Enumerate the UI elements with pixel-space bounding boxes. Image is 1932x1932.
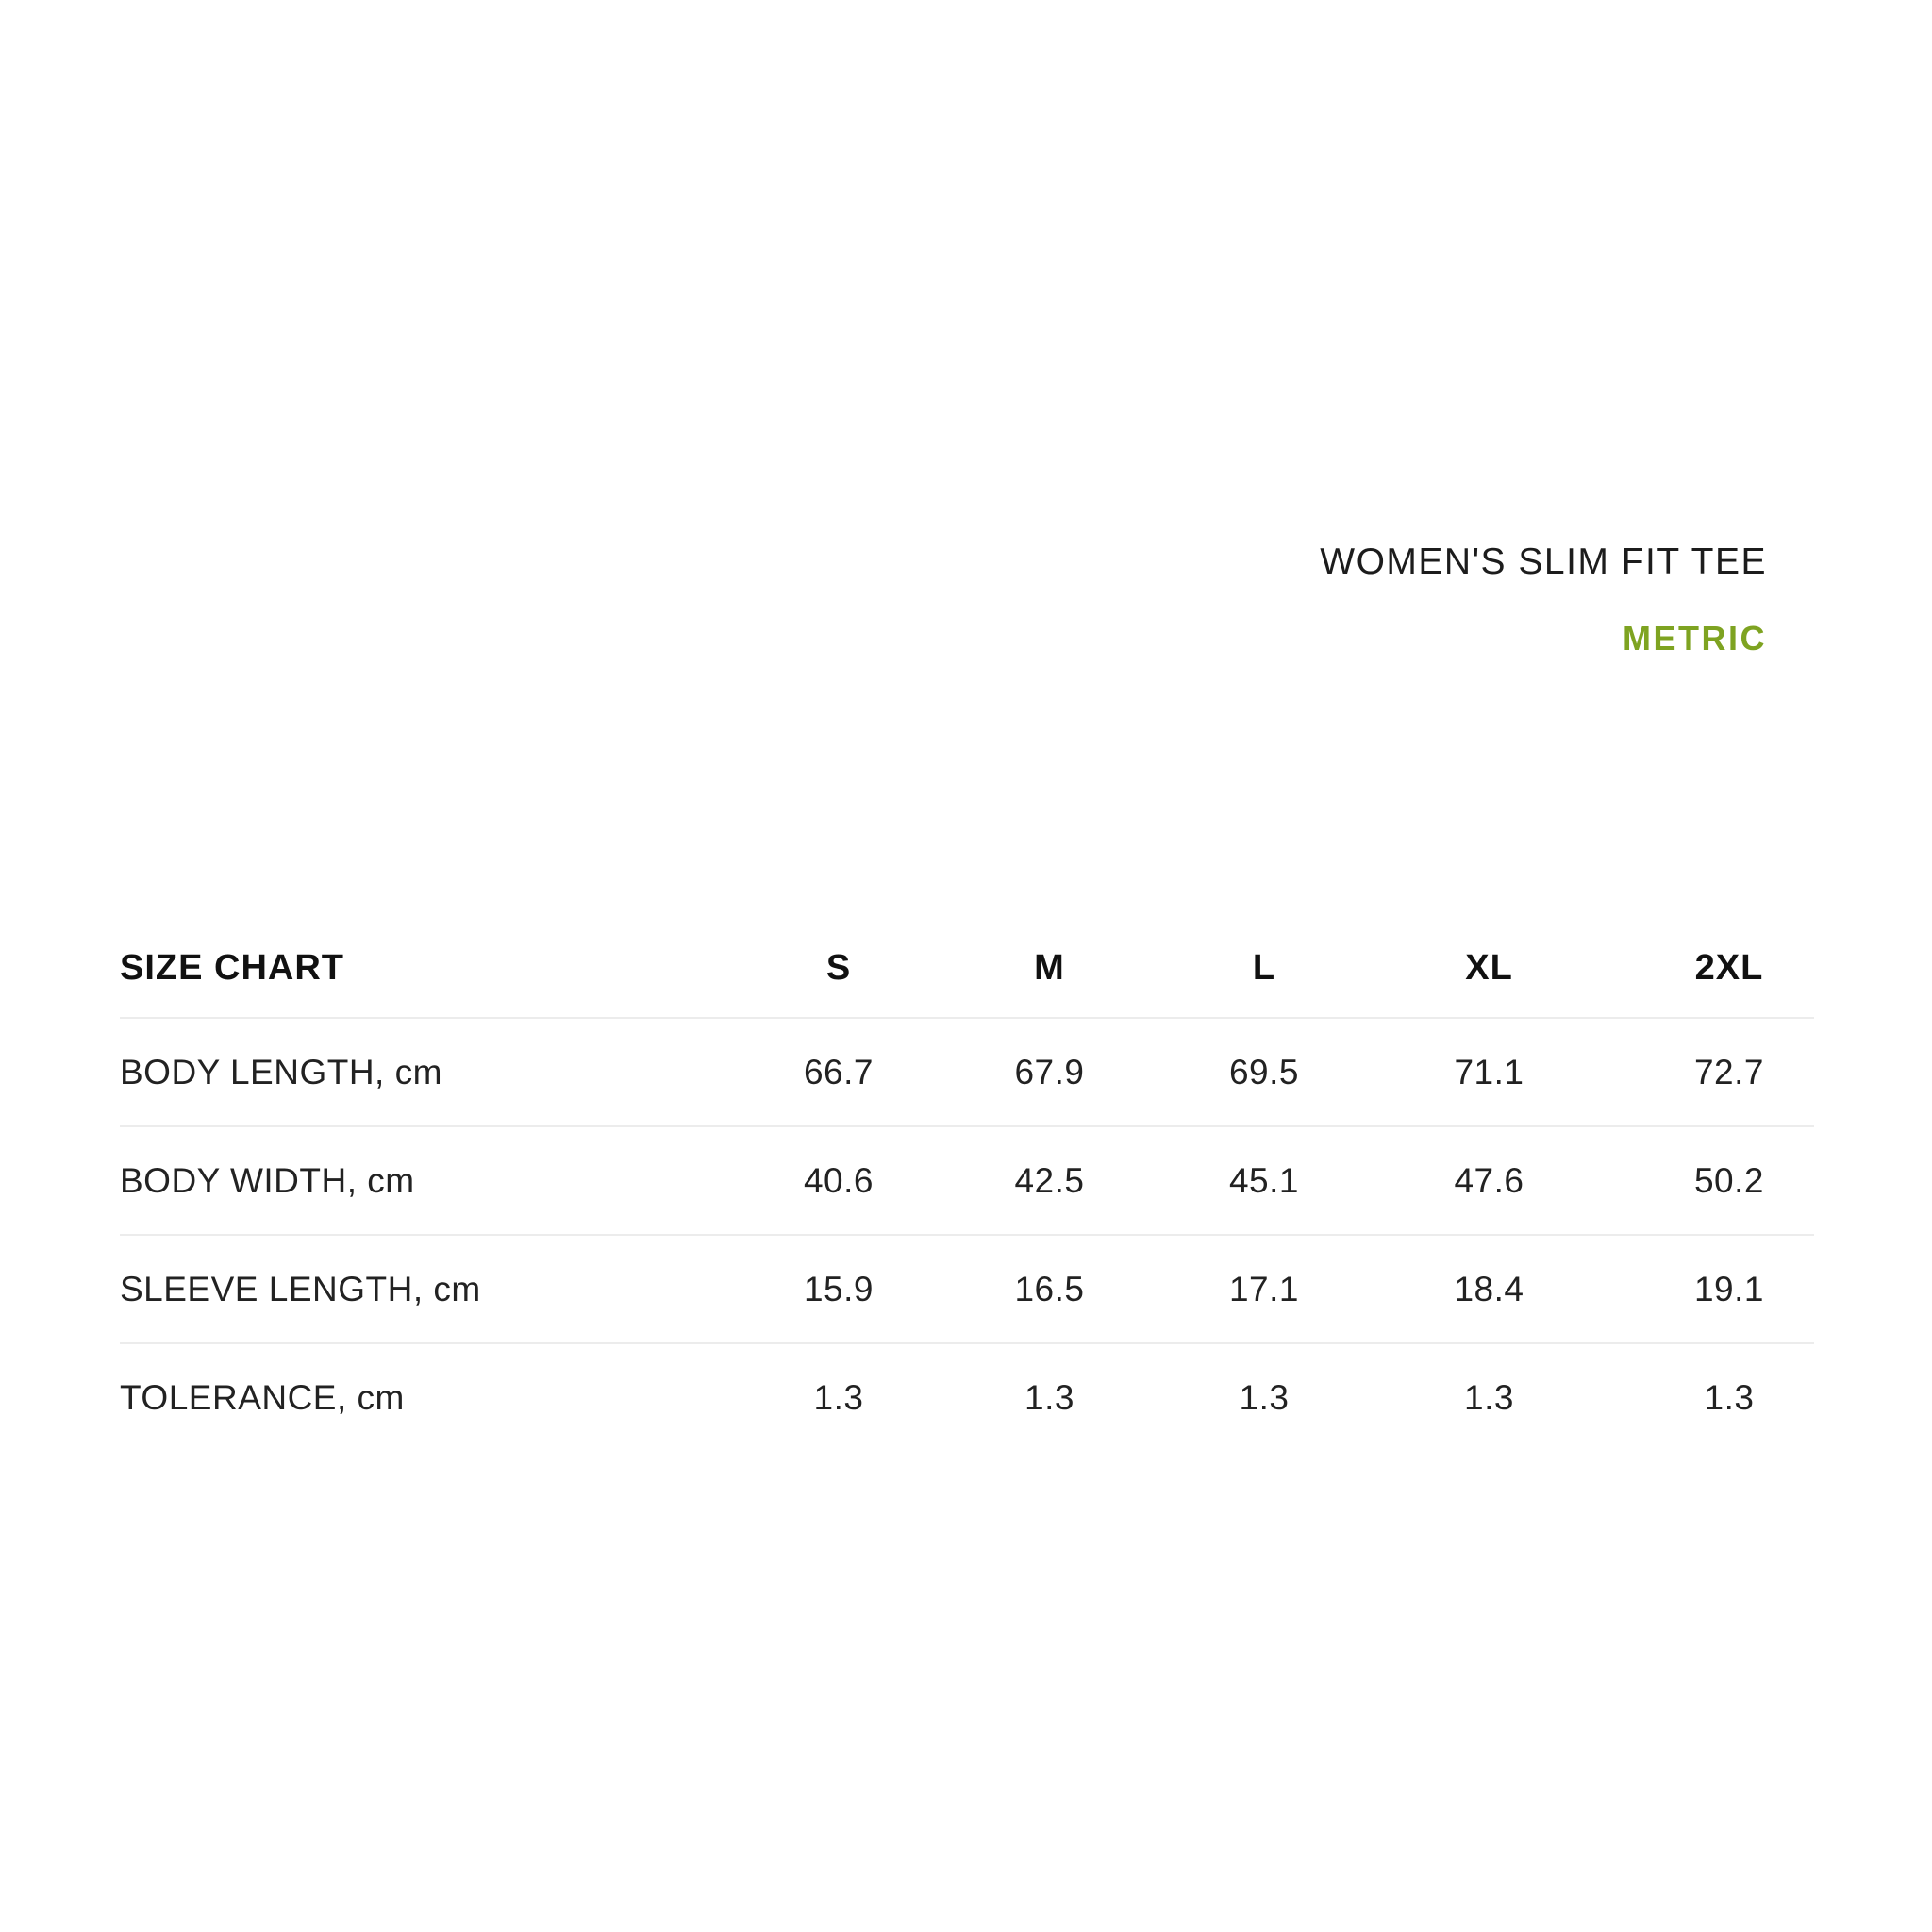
table-cell: 67.9	[1014, 1052, 1085, 1091]
column-header-2xl: 2XL	[1694, 948, 1764, 988]
table-cell: 45.1	[1228, 1160, 1299, 1200]
table-row-tolerance	[120, 1342, 1814, 1451]
table-cell: 18.4	[1454, 1269, 1524, 1308]
table-cell: 72.7	[1693, 1052, 1764, 1091]
table-row-body-width	[120, 1125, 1814, 1234]
table-cell: 1.3	[1024, 1377, 1074, 1417]
table-cell: 15.9	[803, 1269, 874, 1308]
table-cell: 1.3	[813, 1377, 864, 1417]
table-cell: 69.5	[1228, 1052, 1299, 1091]
table-row-body-length	[120, 1017, 1814, 1125]
table-cell: 1.3	[1239, 1377, 1290, 1417]
column-header-l: L	[1252, 948, 1276, 988]
row-label: TOLERANCE, cm	[120, 1377, 405, 1417]
column-header-xl: XL	[1465, 948, 1513, 988]
table-cell: 16.5	[1014, 1269, 1085, 1308]
table-cell: 50.2	[1693, 1160, 1764, 1200]
table-cell: 1.3	[1464, 1377, 1514, 1417]
product-header	[1320, 543, 1767, 656]
table-cell: 71.1	[1454, 1052, 1524, 1091]
units-toggle[interactable]: METRIC	[1623, 619, 1767, 658]
product-title: WOMEN'S SLIM FIT TEE	[1320, 541, 1767, 582]
table-cell: 66.7	[803, 1052, 874, 1091]
table-cell: 1.3	[1704, 1377, 1755, 1417]
table-cell: 42.5	[1014, 1160, 1085, 1200]
row-label: SLEEVE LENGTH, cm	[120, 1269, 481, 1308]
table-cell: 40.6	[803, 1160, 874, 1200]
size-chart-header-row	[120, 920, 1814, 1017]
table-cell: 19.1	[1693, 1269, 1764, 1308]
row-label: BODY LENGTH, cm	[120, 1052, 442, 1091]
size-chart-table	[120, 920, 1814, 1451]
row-label: BODY WIDTH, cm	[120, 1160, 415, 1200]
column-header-s: S	[825, 948, 852, 988]
column-header-m: M	[1034, 948, 1065, 988]
size-chart-heading: SIZE CHART	[120, 948, 344, 988]
table-cell: 47.6	[1454, 1160, 1524, 1200]
table-row-sleeve-length	[120, 1234, 1814, 1342]
table-cell: 17.1	[1228, 1269, 1299, 1308]
